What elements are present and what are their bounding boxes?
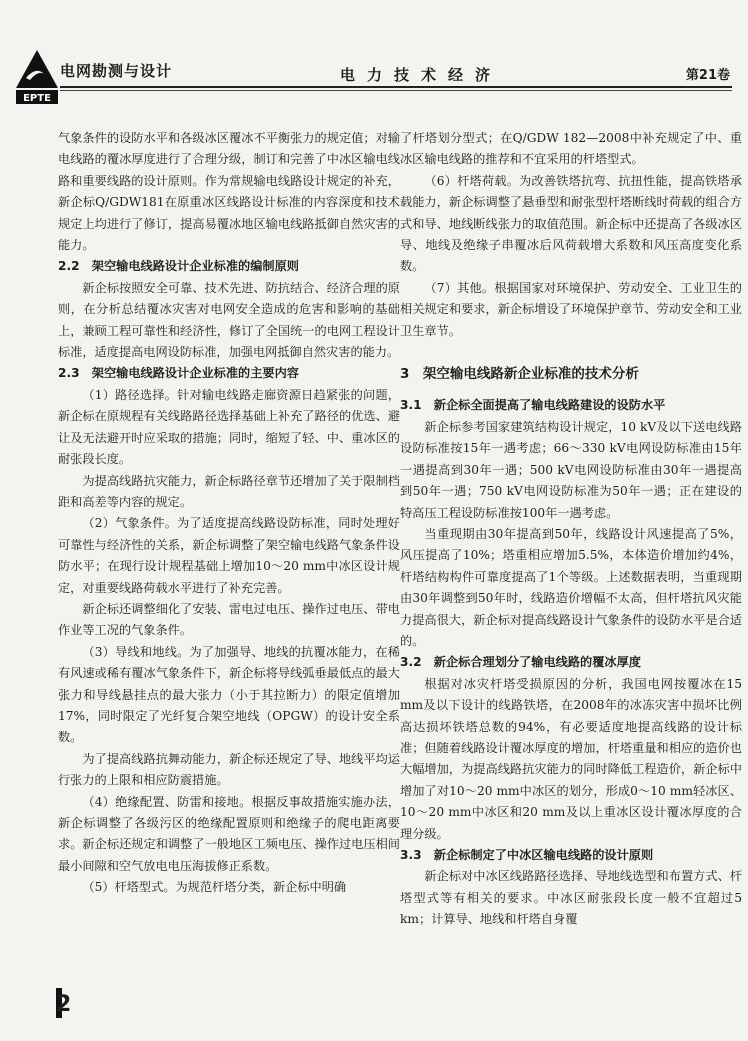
header-rule-thin <box>60 90 732 91</box>
section-heading-3: 3 架空输电线路新企业标准的技术分析 <box>400 366 639 383</box>
section-title: 电力技术经济 <box>340 66 503 84</box>
paragraph: 当重现期由30年提高到50年，线路设计风速提高了5%，风压提高了10%；塔重相应增加5.5%，本体造价增加约4%，杆塔结构构件可靠度提高了1个等级。上述数据表明，当重现期由30年调整到50年时，线路造价增幅不太高，但杆塔抗风灾能力提高很大，新企标对提高线路设计气象条件的设防水平是合适的。 <box>400 526 742 648</box>
paragraph: 新企标参考国家建筑结构设计规定，10 kV及以下送电线路设防标准按15年一遇考虑；66～330 kV电网设防标准由15年一遇提高到30年一遇；500 kV电网设防标准由30年一遇提高到50年一遇；750 kV电网设防标准为50年一遇；正在建设的特高压工程设防标准按100年一遇考虑。 <box>400 419 742 520</box>
paragraph: 根据对冰灾杆塔受损原因的分析，我国电网按覆冰在15 mm及以下设计的线路铁塔，在2008年的冰冻灾害中损坏比例高达损坏铁塔总数的94%，有必要适度地提高线路的设计标准；但随着线路设计覆冰厚度的增加，杆塔重量和相应的造价也大幅增加，为提高线路抗灾能力的同时降低工程造价，新企标中增加了对10～20 mm中冰区的划分，形成0～10 mm轻冰区、10～20 mm中冰区和20 mm及以上重冰区设计覆冰厚度的合理分级。 <box>400 676 742 841</box>
volume-label: 第21卷 <box>685 68 730 83</box>
journal-name: 电网勘测与设计 <box>60 62 173 80</box>
section-heading-2-2: 2.2 架空输电线路设计企业标准的编制原则 <box>58 259 299 274</box>
paragraph: （7）其他。根据国家对环境保护、劳动安全、工业卫生的相关规定和要求，新企标增设了环境保护章节、劳动安全和工业卫生章节。 <box>400 280 742 338</box>
paragraph: 气象条件的设防水平和各级冰区覆冰不平衡张力的规定值；对输电线路的覆冰厚度进行了合理分级，制订和完善了中冰区输电线路和重要线路的设计原则。作为常规输电线路设计规定的补充，新企标Q/GDW181在原重冰区线路设计标准的内容深度和技术规定上均进行了修订，提高易覆冰地区输电线路抵御自然灾害的能力。 <box>58 131 400 253</box>
paragraph: （3）导线和地线。为了加强导、地线的抗覆冰能力，在稀有风速或稀有覆冰气象条件下，新企标将导线弧垂最低点的最大张力和导线悬挂点的最大张力（小于其拉断力）的限定值增加17%，同时限定了光纤复合架空地线（OPGW）的设计安全系数。 <box>58 644 400 745</box>
right-column <box>400 128 742 931</box>
paragraph: （1）路径选择。针对输电线路走廊资源日趋紧张的问题，新企标在原规程有关线路路径选择基础上补充了路径的优选、避让及无法避开时应采取的措施；同时，缩短了轻、中、重冰区的耐张段长度。 <box>58 387 400 467</box>
paragraph: 新企标对中冰区线路路径选择、导地线选型和布置方式、杆塔型式等有相关的要求。中冰区耐张段长度一般不宜超过5 km；计算导、地线和杆塔自身覆 <box>400 869 742 927</box>
page-number: 2 <box>56 992 72 1017</box>
section-heading-3-2: 3.2 新企标合理划分了输电线路的覆冰厚度 <box>400 655 641 670</box>
paragraph: 了杆塔划分型式；在Q/GDW 182—2008中补充规定了中、重冰区输电线路的推荐和不宜采用的杆塔型式。 <box>400 131 742 167</box>
paragraph: 为提高线路抗灾能力，新企标路径章节还增加了关于限制档距和高差等内容的规定。 <box>58 473 400 509</box>
journal-logo <box>14 48 60 106</box>
logo-text: EPTE <box>23 93 51 104</box>
section-heading-3-3: 3.3 新企标制定了中冰区输电线路的设计原则 <box>400 848 654 862</box>
section-heading-2-3: 2.3 架空输电线路设计企业标准的主要内容 <box>58 366 299 381</box>
paragraph: （2）气象条件。为了适度提高线路设防标准，同时处理好可靠性与经济性的关系，新企标调整了架空输电线路气象条件设防水平；在现行设计规程基础上增加10～20 mm中冰区设计规定，对重要线路荷载水平进行了补充完善。 <box>58 516 400 595</box>
left-column <box>58 128 400 899</box>
paragraph: 新企标按照安全可靠、技术先进、防抗结合、经济合理的原则，在分析总结覆冰灾害对电网安全造成的危害和影响的基础上，兼顾工程可靠性和经济性，修订了全国统一的电网工程设计标准，适度提高电网设防标准，加强电网抵御自然灾害的能力。 <box>58 280 400 360</box>
header-rule <box>60 86 732 88</box>
paragraph: （4）绝缘配置、防雷和接地。根据反事故措施实施办法，新企标调整了各级污区的绝缘配置原则和绝缘子的爬电距离要求。新企标还规定和调整了一般地区工频电压、操作过电压相间最小间隙和空气放电电压海拔修正系数。 <box>58 794 400 873</box>
section-heading-3-1: 3.1 新企标全面提高了输电线路建设的设防水平 <box>400 398 666 413</box>
paragraph: 新企标还调整细化了安装、雷电过电压、操作过电压、带电作业等工况的气象条件。 <box>58 601 400 638</box>
paragraph: 为了提高线路抗舞动能力，新企标还规定了导、地线平均运行张力的上限和相应防震措施。 <box>58 751 400 788</box>
paragraph: （6）杆塔荷载。为改善铁塔抗弯、抗扭性能，提高铁塔承载能力，新企标调整了悬垂型和耐张型杆塔断线时荷载的组合方式和导、地线断线张力的取值范围。新企标中还提高了各级冰区导、地线及绝缘子串覆冰后风荷载增大系数和风压高度变化系数。 <box>400 173 742 274</box>
paragraph: （5）杆塔型式。为规范杆塔分类，新企标中明确 <box>82 880 347 895</box>
